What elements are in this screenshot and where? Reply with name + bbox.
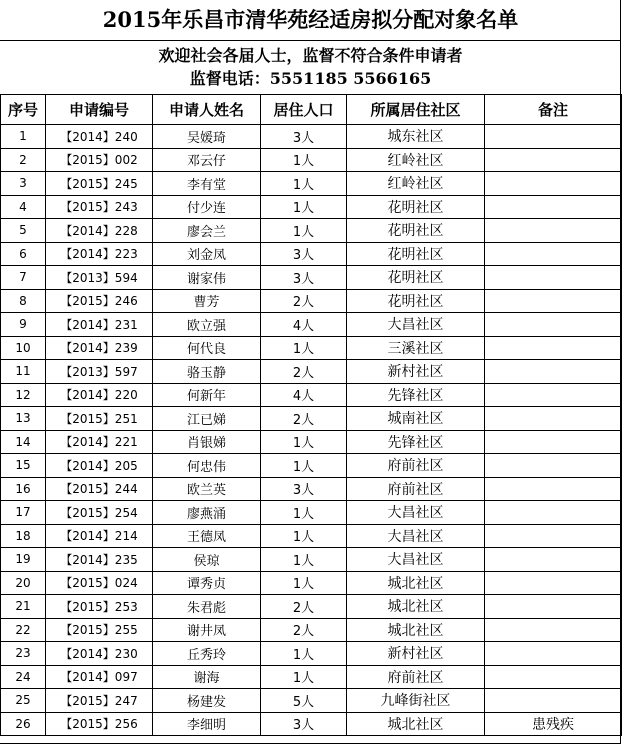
row-remark	[485, 477, 622, 501]
row-household-size: 2人	[261, 407, 347, 431]
row-serial: 15	[1, 454, 46, 478]
row-community: 城北社区	[347, 571, 485, 595]
row-application-code: 【2015】243	[46, 195, 153, 219]
row-application-code: 【2015】246	[46, 289, 153, 313]
table-row	[1, 524, 622, 548]
row-applicant-name: 李细明	[153, 712, 261, 736]
row-community: 城北社区	[347, 618, 485, 642]
table-row	[1, 289, 622, 313]
row-application-code: 【2014】231	[46, 313, 153, 337]
allocation-table	[0, 94, 622, 736]
row-applicant-name: 李有堂	[153, 172, 261, 196]
row-applicant-name: 谭秀贞	[153, 571, 261, 595]
row-community: 红岭社区	[347, 172, 485, 196]
row-serial: 12	[1, 383, 46, 407]
row-serial: 16	[1, 477, 46, 501]
row-applicant-name: 廖会兰	[153, 219, 261, 243]
table-row	[1, 548, 622, 572]
row-household-size: 1人	[261, 195, 347, 219]
row-remark	[485, 548, 622, 572]
row-household-size: 4人	[261, 313, 347, 337]
row-applicant-name: 丘秀玲	[153, 642, 261, 666]
row-community: 府前社区	[347, 665, 485, 689]
row-applicant-name: 骆玉静	[153, 360, 261, 384]
row-application-code: 【2015】024	[46, 571, 153, 595]
row-household-size: 1人	[261, 454, 347, 478]
header-application-code: 申请编号	[46, 95, 153, 125]
row-serial: 18	[1, 524, 46, 548]
table-header-row	[1, 95, 622, 125]
row-remark	[485, 219, 622, 243]
row-remark	[485, 689, 622, 713]
row-household-size: 1人	[261, 172, 347, 196]
row-remark	[485, 266, 622, 290]
row-application-code: 【2015】244	[46, 477, 153, 501]
table-row	[1, 689, 622, 713]
row-applicant-name: 何代良	[153, 336, 261, 360]
notice-line-2: 监督电话：5551185 5566165	[189, 69, 432, 88]
row-applicant-name: 肖银娣	[153, 430, 261, 454]
row-applicant-name: 曹芳	[153, 289, 261, 313]
row-application-code: 【2015】253	[46, 595, 153, 619]
row-remark	[485, 642, 622, 666]
table-row	[1, 313, 622, 337]
row-serial: 5	[1, 219, 46, 243]
row-application-code: 【2014】239	[46, 336, 153, 360]
row-community: 城南社区	[347, 407, 485, 431]
row-serial: 9	[1, 313, 46, 337]
row-household-size: 1人	[261, 665, 347, 689]
row-remark	[485, 524, 622, 548]
row-community: 九峰街社区	[347, 689, 485, 713]
row-application-code: 【2013】597	[46, 360, 153, 384]
row-serial: 22	[1, 618, 46, 642]
row-community: 花明社区	[347, 266, 485, 290]
row-remark	[485, 336, 622, 360]
table-row	[1, 430, 622, 454]
row-remark	[485, 571, 622, 595]
row-application-code: 【2014】221	[46, 430, 153, 454]
table-row	[1, 266, 622, 290]
row-household-size: 1人	[261, 524, 347, 548]
row-application-code: 【2014】214	[46, 524, 153, 548]
row-remark	[485, 407, 622, 431]
row-household-size: 1人	[261, 430, 347, 454]
row-household-size: 2人	[261, 289, 347, 313]
row-serial: 26	[1, 712, 46, 736]
row-application-code: 【2015】251	[46, 407, 153, 431]
row-applicant-name: 朱君彪	[153, 595, 261, 619]
row-application-code: 【2014】235	[46, 548, 153, 572]
row-applicant-name: 欧兰英	[153, 477, 261, 501]
row-household-size: 1人	[261, 501, 347, 525]
row-applicant-name: 江已娣	[153, 407, 261, 431]
row-household-size: 3人	[261, 477, 347, 501]
row-community: 府前社区	[347, 454, 485, 478]
row-serial: 19	[1, 548, 46, 572]
table-row	[1, 642, 622, 666]
row-applicant-name: 谢海	[153, 665, 261, 689]
row-applicant-name: 付少连	[153, 195, 261, 219]
row-application-code: 【2014】230	[46, 642, 153, 666]
row-applicant-name: 邓云仔	[153, 148, 261, 172]
row-serial: 14	[1, 430, 46, 454]
row-applicant-name: 谢家伟	[153, 266, 261, 290]
row-applicant-name: 吴媛琦	[153, 125, 261, 149]
row-community: 新村社区	[347, 360, 485, 384]
table-row	[1, 383, 622, 407]
table-row	[1, 172, 622, 196]
row-application-code: 【2015】254	[46, 501, 153, 525]
row-applicant-name: 欧立强	[153, 313, 261, 337]
row-applicant-name: 廖燕涌	[153, 501, 261, 525]
header-community: 所属居住社区	[347, 95, 485, 125]
row-serial: 6	[1, 242, 46, 266]
row-remark	[485, 148, 622, 172]
row-serial: 21	[1, 595, 46, 619]
row-remark	[485, 195, 622, 219]
row-remark	[485, 618, 622, 642]
row-household-size: 1人	[261, 219, 347, 243]
row-household-size: 2人	[261, 360, 347, 384]
row-serial: 10	[1, 336, 46, 360]
row-community: 大昌社区	[347, 524, 485, 548]
row-application-code: 【2014】240	[46, 125, 153, 149]
row-household-size: 1人	[261, 336, 347, 360]
row-community: 城北社区	[347, 712, 485, 736]
table-row	[1, 195, 622, 219]
table-row	[1, 148, 622, 172]
row-community: 红岭社区	[347, 148, 485, 172]
row-remark	[485, 501, 622, 525]
row-application-code: 【2015】255	[46, 618, 153, 642]
row-household-size: 1人	[261, 148, 347, 172]
row-remark	[485, 383, 622, 407]
row-serial: 20	[1, 571, 46, 595]
row-remark	[485, 595, 622, 619]
row-serial: 24	[1, 665, 46, 689]
row-household-size: 5人	[261, 689, 347, 713]
row-application-code: 【2013】594	[46, 266, 153, 290]
row-household-size: 3人	[261, 266, 347, 290]
row-serial: 23	[1, 642, 46, 666]
row-serial: 11	[1, 360, 46, 384]
table-row	[1, 618, 622, 642]
row-remark	[485, 454, 622, 478]
row-remark	[485, 242, 622, 266]
row-applicant-name: 谢井凤	[153, 618, 261, 642]
row-community: 城东社区	[347, 125, 485, 149]
row-application-code: 【2015】002	[46, 148, 153, 172]
row-household-size: 1人	[261, 571, 347, 595]
notice-block	[0, 41, 621, 93]
table-row	[1, 336, 622, 360]
row-community: 花明社区	[347, 219, 485, 243]
row-household-size: 1人	[261, 642, 347, 666]
row-remark	[485, 360, 622, 384]
table-row	[1, 665, 622, 689]
row-applicant-name: 杨建发	[153, 689, 261, 713]
row-community: 城北社区	[347, 595, 485, 619]
table-row	[1, 477, 622, 501]
row-applicant-name: 侯琼	[153, 548, 261, 572]
row-applicant-name: 王德凤	[153, 524, 261, 548]
row-application-code: 【2015】247	[46, 689, 153, 713]
notice-line-1: 欢迎社会各届人士，监督不符合条件申请者	[158, 46, 463, 65]
row-applicant-name: 刘金凤	[153, 242, 261, 266]
row-applicant-name: 何忠伟	[153, 454, 261, 478]
row-serial: 4	[1, 195, 46, 219]
header-remark: 备注	[485, 95, 622, 125]
row-remark	[485, 430, 622, 454]
row-household-size: 3人	[261, 242, 347, 266]
row-community: 大昌社区	[347, 501, 485, 525]
row-serial: 25	[1, 689, 46, 713]
row-household-size: 2人	[261, 618, 347, 642]
table-row	[1, 360, 622, 384]
row-community: 先锋社区	[347, 430, 485, 454]
row-serial: 13	[1, 407, 46, 431]
table-row	[1, 454, 622, 478]
row-community: 花明社区	[347, 195, 485, 219]
row-household-size: 4人	[261, 383, 347, 407]
row-household-size: 2人	[261, 595, 347, 619]
row-serial: 1	[1, 125, 46, 149]
row-community: 大昌社区	[347, 313, 485, 337]
row-serial: 17	[1, 501, 46, 525]
header-household-size: 居住人口	[261, 95, 347, 125]
table-row	[1, 407, 622, 431]
row-community: 三溪社区	[347, 336, 485, 360]
row-remark	[485, 172, 622, 196]
table-row	[1, 125, 622, 149]
row-serial: 3	[1, 172, 46, 196]
row-household-size: 1人	[261, 548, 347, 572]
row-community: 花明社区	[347, 242, 485, 266]
table-row	[1, 219, 622, 243]
row-remark	[485, 665, 622, 689]
row-application-code: 【2014】220	[46, 383, 153, 407]
row-community: 大昌社区	[347, 548, 485, 572]
row-application-code: 【2014】097	[46, 665, 153, 689]
row-application-code: 【2014】205	[46, 454, 153, 478]
table-row	[1, 501, 622, 525]
row-community: 花明社区	[347, 289, 485, 313]
row-community: 府前社区	[347, 477, 485, 501]
row-serial: 7	[1, 266, 46, 290]
page-title: 2015年乐昌市清华苑经适房拟分配对象名单	[0, 0, 621, 41]
table-row	[1, 712, 622, 736]
table-row	[1, 571, 622, 595]
row-application-code: 【2015】256	[46, 712, 153, 736]
row-application-code: 【2014】228	[46, 219, 153, 243]
table-row	[1, 242, 622, 266]
row-community: 新村社区	[347, 642, 485, 666]
row-remark	[485, 125, 622, 149]
header-serial: 序号	[1, 95, 46, 125]
header-applicant-name: 申请人姓名	[153, 95, 261, 125]
row-serial: 2	[1, 148, 46, 172]
row-application-code: 【2014】223	[46, 242, 153, 266]
row-remark	[485, 289, 622, 313]
row-serial: 8	[1, 289, 46, 313]
row-remark	[485, 313, 622, 337]
table-row	[1, 595, 622, 619]
row-household-size: 3人	[261, 125, 347, 149]
row-household-size: 3人	[261, 712, 347, 736]
row-remark: 患残疾	[485, 712, 622, 736]
row-application-code: 【2015】245	[46, 172, 153, 196]
row-community: 先锋社区	[347, 383, 485, 407]
row-applicant-name: 何新年	[153, 383, 261, 407]
